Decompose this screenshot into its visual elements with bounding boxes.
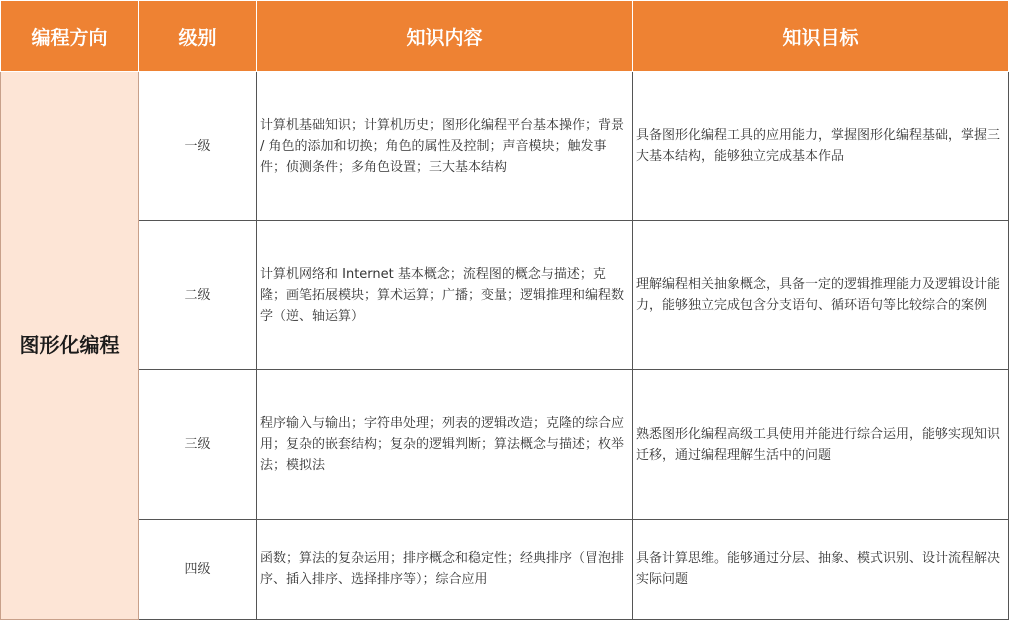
level-cell: 三级: [139, 370, 257, 519]
goal-cell: 熟悉图形化编程高级工具使用并能进行综合运用，能够实现知识迁移，通过编程理解生活中的问题: [633, 370, 1009, 519]
header-direction: 编程方向: [1, 1, 139, 72]
content-cell: 程序输入与输出；字符串处理；列表的逻辑改造；克隆的综合应用；复杂的嵌套结构；复杂的逻辑判断；算法概念与描述；枚举法；模拟法: [257, 370, 633, 519]
goal-cell: 具备图形化编程工具的应用能力，掌握图形化编程基础，掌握三大基本结构，能够独立完成基本作品: [633, 72, 1009, 221]
level-cell: 四级: [139, 519, 257, 619]
goal-cell: 具备计算思维。能够通过分层、抽象、模式识别、设计流程解决实际问题: [633, 519, 1009, 619]
content-cell: 计算机基础知识；计算机历史；图形化编程平台基本操作；背景 / 角色的添加和切换；角色的属性及控制；声音模块；触发事件；侦测条件；多角色设置；三大基本结构: [257, 72, 633, 221]
direction-cell: 图形化编程: [1, 72, 139, 620]
table-row: [1, 72, 1009, 221]
content-cell: 计算机网络和 Internet 基本概念；流程图的概念与描述；克隆；画笔拓展模块；算术运算；广播；变量；逻辑推理和编程数学（逆、轴运算）: [257, 221, 633, 370]
content-cell: 函数；算法的复杂运用；排序概念和稳定性；经典排序（冒泡排序、插入排序、选择排序等）；综合应用: [257, 519, 633, 619]
table-row: [1, 221, 1009, 370]
header-level: 级别: [139, 1, 257, 72]
header-content: 知识内容: [257, 1, 633, 72]
level-cell: 一级: [139, 72, 257, 221]
level-cell: 二级: [139, 221, 257, 370]
goal-cell: 理解编程相关抽象概念，具备一定的逻辑推理能力及逻辑设计能力，能够独立完成包含分支语句、循环语句等比较综合的案例: [633, 221, 1009, 370]
header-goal: 知识目标: [633, 1, 1009, 72]
table-row: [1, 519, 1009, 619]
header-row: [1, 1, 1009, 72]
table-row: [1, 370, 1009, 519]
